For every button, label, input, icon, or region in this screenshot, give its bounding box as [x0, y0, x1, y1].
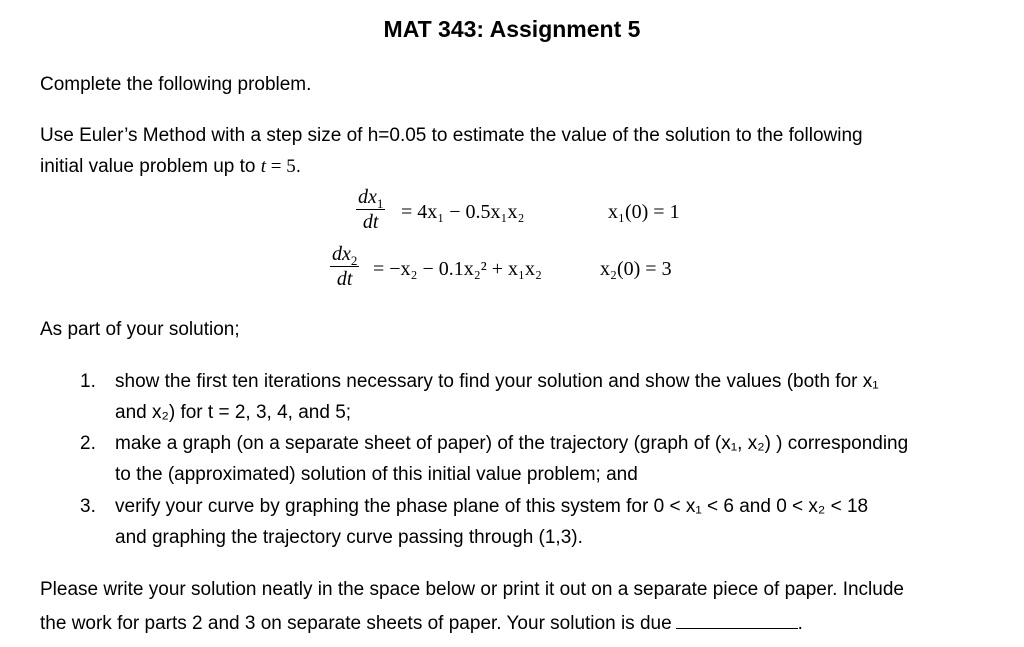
list-item-number: 2.	[80, 433, 96, 454]
problem-line-2-text: initial value problem up to	[40, 156, 261, 177]
eq2-initial-condition: x₂(0) = 3	[600, 258, 672, 280]
list-item-2-line-1: make a graph (on a separate sheet of paper) of the trajectory (graph of (x₁, x₂) ) corresponding	[115, 433, 909, 454]
eq2-numerator: $dx_2$	[332, 243, 358, 268]
list-item-3-line-1: verify your curve by graphing the phase plane of this system for 0 < x₁ < 6 and 0 < x₂ < 18	[115, 496, 869, 517]
eq1-fraction	[356, 186, 385, 233]
problem-line-2-var: t	[260, 156, 267, 177]
list-item-3-line-2: and graphing the trajectory curve passing through (1,3).	[115, 527, 583, 548]
problem-statement-line-2	[40, 156, 301, 178]
list-item-1-line-2: and x₂) for t = 2, 3, 4, and 5;	[115, 402, 352, 423]
eq1-numerator: $dx_1$	[358, 186, 384, 211]
footer-line-2-end: .	[797, 613, 803, 634]
as-part-heading: As part of your solution;	[40, 319, 240, 340]
problem-line-2-end: .	[295, 156, 302, 177]
problem-line-2-value: = 5	[266, 156, 296, 177]
footer-line-2-text: the work for parts 2 and 3 on separate sheets of paper. Your solution is due	[40, 613, 672, 634]
list-item-number: 1.	[80, 371, 96, 392]
eq2-rhs: = −x₂ − 0.1x₂² + x₁x₂	[373, 258, 543, 280]
list-item-2-line-2: to the (approximated) solution of this initial value problem; and	[115, 464, 638, 485]
eq1-rhs: = 4x₁ − 0.5x₁x₂	[401, 201, 525, 223]
due-date-blank	[676, 610, 798, 629]
list-item-number: 3.	[80, 496, 96, 517]
eq2-denominator: dt	[336, 268, 353, 290]
eq1-initial-condition: x₁(0) = 1	[608, 201, 680, 223]
intro-text: Complete the following problem.	[40, 74, 312, 95]
page-title: MAT 343: Assignment 5	[383, 16, 641, 42]
eq2-fraction	[330, 243, 359, 290]
footer-line-1: Please write your solution neatly in the space below or print it out on a separate piece of paper. Include	[40, 579, 904, 600]
eq1-denominator: dt	[362, 211, 379, 233]
problem-statement-line-1: Use Euler’s Method with a step size of h=0.05 to estimate the value of the solution to the following	[40, 125, 863, 146]
footer-line-2	[40, 610, 803, 635]
list-item-1-line-1: show the first ten iterations necessary to find your solution and show the values (both for x₁	[115, 371, 879, 392]
